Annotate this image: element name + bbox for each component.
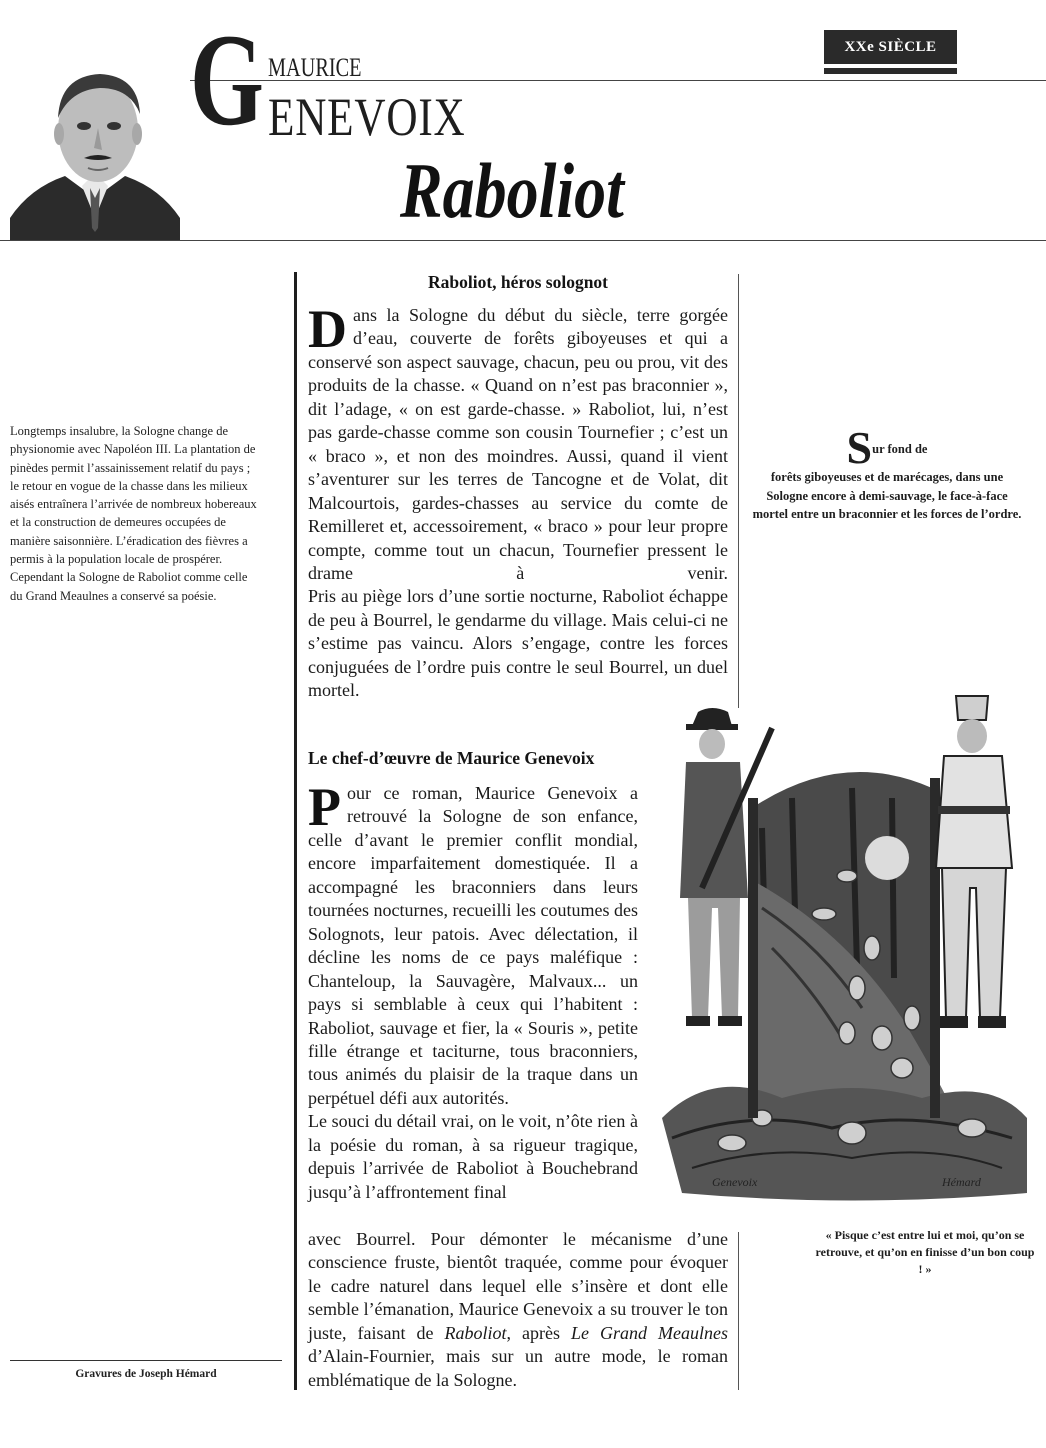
pull-quote-lead: ur fond de — [872, 442, 928, 456]
pull-dropcap: S — [846, 422, 873, 473]
section-heading-1: Raboliot, héros solognot — [427, 272, 609, 292]
sidebar-note: Longtemps insalubre, la Sologne change de physionomie avec Napoléon III. La plantation de pinèdes permit l’assainissement relatif du pays ; le retour en vogue de la chasse dans les milieux aisés entraînera l’arrivée de nombreux hobereaux et la construction de demeures occupées de manière saisonnière. L’éradication des fièvres a permis à la population locale de prospérer. Cependant la Sologne de Raboliot comme celle du Grand Meaulnes a conservé sa poésie. — [10, 424, 257, 603]
signature-right: Hémard — [942, 1175, 981, 1189]
paragraph — [308, 1228, 728, 1392]
credits-rule — [10, 1360, 282, 1361]
author-first-name: MAURICE — [268, 53, 362, 82]
section-1-body — [308, 299, 728, 703]
pull-quote — [750, 422, 1024, 524]
badge-underline — [824, 68, 957, 74]
italic-title: Le Grand Meaulnes — [571, 1322, 729, 1343]
paragraph-text: , après — [506, 1322, 560, 1343]
century-badge: XXe SIÈCLE — [824, 30, 957, 64]
italic-title: Raboliot — [444, 1322, 507, 1343]
signature-left: Genevoix — [712, 1175, 758, 1189]
paragraph: Le souci du détail vrai, on le voit, n’ôte rien à la poésie du roman, à sa rigueur tragique, depuis l’arrivée de Raboliot à Bouchebrand jusqu’à l’affrontement final — [308, 1111, 638, 1202]
author-portrait — [10, 48, 180, 240]
pull-quote-first-line — [750, 422, 1024, 473]
illustration-caption: « Pisque c’est entre lui et moi, qu’on se retrouve, et qu’on en finisse d’un bon coup ! » — [815, 1228, 1035, 1276]
paragraph-text: avec Bourrel. Pour démonter le mécanisme d’une conscience fruste, bientôt traquée, comme pour évoquer le cadre naturel dans lequel elle s’insère et dont elle semble l’émanation, Maurice Genevoix a su trouver le ton juste, faisant de — [308, 1229, 728, 1343]
engraving-illustration — [652, 688, 1032, 1208]
column-rule-right-lower — [738, 1232, 739, 1390]
paragraph — [308, 299, 728, 585]
dropcap: P — [308, 777, 341, 837]
illustration-credits: Gravures de Joseph Hémard — [75, 1368, 217, 1380]
header-bottom-rule — [0, 240, 1046, 241]
paragraph — [308, 777, 638, 1110]
column-rule-right — [738, 274, 739, 708]
paragraph-text: ans la Sologne du début du siècle, terre gorgée d’eau, couverte de forêts giboyeuses et qui a conservé son aspect sauvage, chacun, peu ou prou, vit des produits de la chasse. « Quand on n’est pas braconnier », dit l’adage, « on est garde-chasse. » Raboliot, lui, n’est pas garde-chasse comme son cousin Tournefier ; c’est un « braco », et non des moindres. Aussi, quand il vient s’aventurer sur les terres de Tancogne et de Volat, dit Malcourtois, gardes-chasses au service du comte de Remilleret et, accessoirement, « braco » pour leur propre compte, comme tout un chacun, Tournefier pressent le drame à venir. — [308, 305, 728, 583]
book-title: Raboliot — [400, 147, 624, 234]
paragraph: Pris au piège lors d’une sortie nocturne, Raboliot échappe de peu à Bourrel, le gendarme du village. Mais celui-ci ne s’estime pas vaincu. Alors s’engage, contre les forces conjuguées de l’ordre puis contre le seul Bourrel, un duel mortel. — [308, 586, 728, 701]
author-initial: G — [190, 6, 264, 153]
section-heading-2: Le chef-d’œuvre de Maurice Genevoix — [308, 748, 595, 768]
paragraph-text: our ce roman, Maurice Genevoix a retrouvé la Sologne de son enfance, celle d’avant le premier conflit mondial, encore imparfaitement domestiquée. Il a accompagné les braconniers dans leurs tournées nocturnes, recueilli les coutumes des Solognots, leur patois. Avec délectation, il décline les noms de ce pays maléfique : Chanteloup, la Sauvagère, Malvaux... un pays si semblable à ceux qui l’habitent : Raboliot, sauvage et fier, la « Souris », petite fille étrange et taciturne, tous braconniers, tous animés du plaisir de la traque dans un perpétuel défi aux autorités. — [308, 783, 638, 1108]
section-2-body — [308, 777, 638, 1204]
pull-quote-text: forêts giboyeuses et de marécages, dans une Sologne encore à demi-sauvage, le face-à-face mortel entre un braconnier et les forces de l’ordre. — [752, 470, 1022, 521]
author-last-name: ENEVOIX — [268, 87, 466, 147]
paragraph-text: d’Alain-Fournier, mais sur un autre mode, le roman emblématique de la Sologne. — [308, 1346, 728, 1390]
section-2-body-cont — [308, 1228, 728, 1392]
dropcap: D — [308, 299, 347, 359]
column-rule-left — [294, 272, 297, 1390]
